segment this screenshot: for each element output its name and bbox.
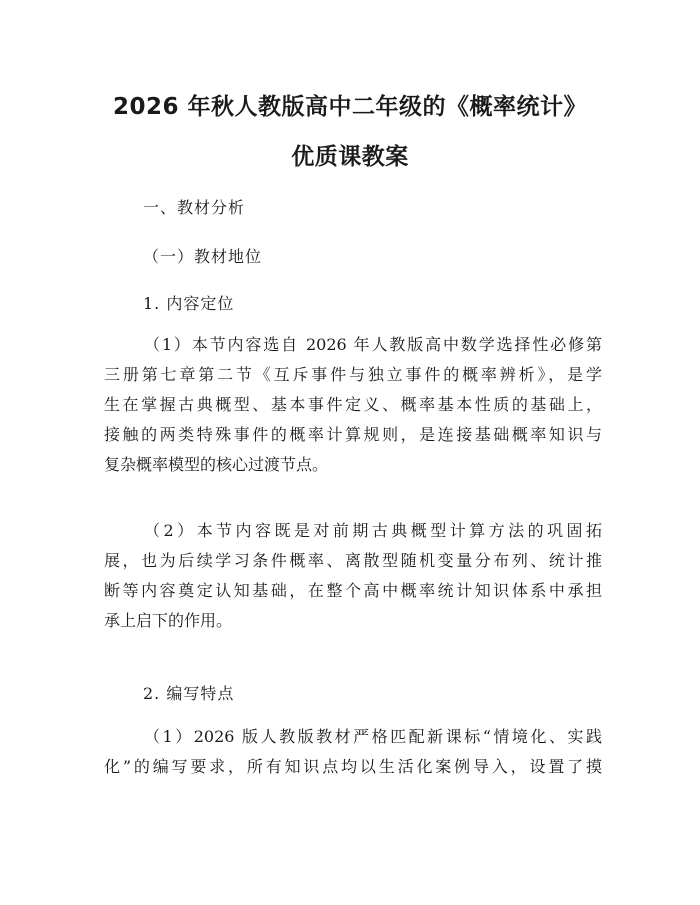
paragraph bbox=[104, 330, 602, 480]
paragraph-line: 断等内容奠定认知基础，在整个高中概率统计知识体系中承担 bbox=[104, 581, 602, 600]
document-title-line-2: 优质课教案 bbox=[291, 144, 409, 170]
paragraph-line: 三册第七章第二节《互斥事件与独立事件的概率辨析》，是学 bbox=[104, 365, 602, 384]
paragraph-line: （1）本节内容选自 2026 年人教版高中数学选择性必修第 bbox=[144, 335, 602, 354]
paragraph-line: 承上启下的作用。 bbox=[104, 611, 233, 630]
paragraph-line: 接触的两类特殊事件的概率计算规则，是连接基础概率知识与 bbox=[104, 425, 602, 444]
paragraph-line: （1）2026 版人教版教材严格匹配新课标“情境化、实践 bbox=[144, 727, 602, 746]
paragraph-line: 展，也为后续学习条件概率、离散型随机变量分布列、统计推 bbox=[104, 551, 602, 570]
paragraph bbox=[104, 722, 602, 782]
item-heading-writing-features: 2. 编写特点 bbox=[143, 684, 235, 703]
paragraph-line: 生在掌握古典概型、基本事件定义、概率基本性质的基础上， bbox=[104, 395, 602, 414]
paragraph-line: 化”的编写要求，所有知识点均以生活化案例导入，设置了摸 bbox=[104, 757, 602, 776]
paragraph-line: 复杂概率模型的核心过渡节点。 bbox=[104, 455, 329, 474]
paragraph-line: （2）本节内容既是对前期古典概型计算方法的巩固拓 bbox=[144, 521, 602, 540]
paragraph bbox=[104, 516, 602, 636]
item-heading-content-positioning: 1. 内容定位 bbox=[143, 294, 235, 313]
subsection-heading: （一）教材地位 bbox=[143, 247, 263, 266]
document-title: 2026 年秋人教版高中二年级的《概率统计》 bbox=[112, 94, 588, 120]
section-heading: 一、教材分析 bbox=[143, 198, 246, 217]
